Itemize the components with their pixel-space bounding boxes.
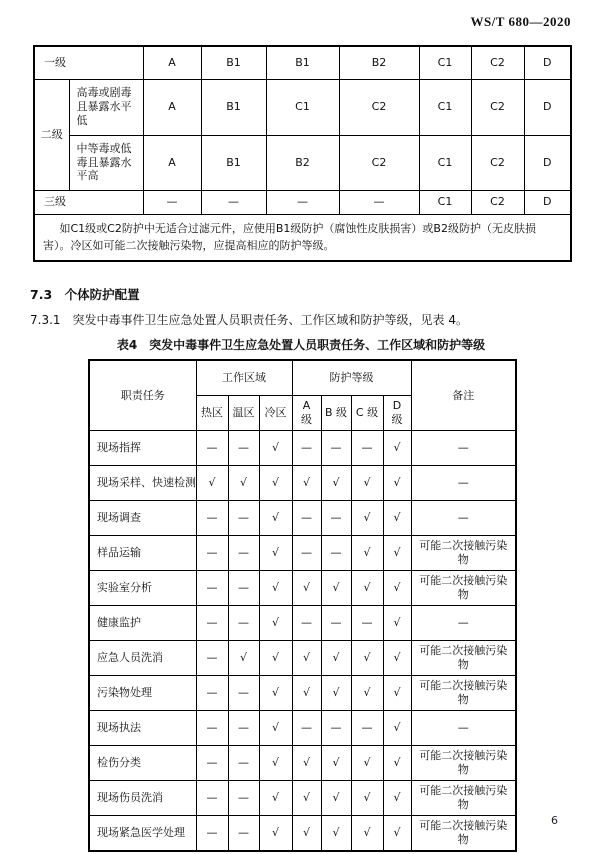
value-cell: √ xyxy=(321,676,351,711)
value-cell: C1 xyxy=(266,79,339,135)
value-cell: √ xyxy=(259,466,292,501)
value-cell: — xyxy=(411,466,516,501)
value-cell: √ xyxy=(321,466,351,501)
value-cell: — xyxy=(196,536,228,571)
value-cell: C1 xyxy=(419,190,471,214)
value-cell: A xyxy=(143,46,201,79)
value-cell: √ xyxy=(383,466,411,501)
value-cell: 可能二次接触污染物 xyxy=(411,676,516,711)
table4-body xyxy=(89,431,516,852)
value-cell: C2 xyxy=(471,190,524,214)
section-paragraph: 7.3.1 突发中毒事件卫生应急处置人员职责任务、工作区域和防护等级，见表 4。 xyxy=(30,313,468,327)
value-cell: B2 xyxy=(266,135,339,190)
value-cell: — xyxy=(196,746,228,781)
value-cell: √ xyxy=(351,676,383,711)
value-cell: C1 xyxy=(419,46,471,79)
value-cell: — xyxy=(351,431,383,466)
task-cell: 现场执法 xyxy=(89,711,196,746)
task-cell: 现场紧急医学处理 xyxy=(89,816,196,852)
value-cell: — xyxy=(196,676,228,711)
value-cell: — xyxy=(292,536,321,571)
value-cell: √ xyxy=(383,431,411,466)
value-cell: — xyxy=(228,501,259,536)
task-cell: 健康监护 xyxy=(89,606,196,641)
value-cell: C2 xyxy=(471,46,524,79)
value-cell: — xyxy=(228,606,259,641)
table-row xyxy=(89,466,516,501)
value-cell: √ xyxy=(351,781,383,816)
value-cell: √ xyxy=(321,781,351,816)
grade-label: 三级 xyxy=(34,190,143,214)
value-cell: B1 xyxy=(201,79,266,135)
value-cell: C2 xyxy=(339,79,419,135)
value-cell: — xyxy=(411,606,516,641)
task-cell: 现场指挥 xyxy=(89,431,196,466)
column-header-protection: 防护等级 xyxy=(292,360,411,396)
column-header-task: 职责任务 xyxy=(89,360,196,431)
table-row xyxy=(89,711,516,746)
value-cell: — xyxy=(196,501,228,536)
value-cell: — xyxy=(292,431,321,466)
condition-cell: 高毒或剧毒且暴露水平低 xyxy=(69,79,143,135)
value-cell: — xyxy=(196,571,228,606)
value-cell: √ xyxy=(228,641,259,676)
grade-label: 二级 xyxy=(34,79,69,190)
value-cell: √ xyxy=(292,466,321,501)
value-cell: 可能二次接触污染物 xyxy=(411,816,516,852)
value-cell: B1 xyxy=(266,46,339,79)
value-cell: √ xyxy=(351,641,383,676)
value-cell: D xyxy=(524,135,571,190)
section-heading: 7.3 个体防护配置 xyxy=(30,287,140,302)
value-cell: √ xyxy=(321,571,351,606)
value-cell: — xyxy=(411,711,516,746)
value-cell: — xyxy=(292,501,321,536)
value-cell: √ xyxy=(383,816,411,852)
value-cell: √ xyxy=(351,816,383,852)
table-row xyxy=(34,135,571,190)
column-header-warm-zone: 温区 xyxy=(228,396,259,431)
task-cell: 实验室分析 xyxy=(89,571,196,606)
value-cell: √ xyxy=(259,431,292,466)
value-cell: — xyxy=(228,816,259,852)
value-cell: — xyxy=(196,606,228,641)
column-header-level-a: A 级 xyxy=(292,396,321,431)
table-row xyxy=(34,190,571,214)
value-cell: 可能二次接触污染物 xyxy=(411,571,516,606)
value-cell: √ xyxy=(383,536,411,571)
value-cell: 可能二次接触污染物 xyxy=(411,746,516,781)
value-cell: 可能二次接触污染物 xyxy=(411,536,516,571)
value-cell: √ xyxy=(259,676,292,711)
value-cell: — xyxy=(411,501,516,536)
value-cell: √ xyxy=(383,746,411,781)
table-row xyxy=(89,571,516,606)
value-cell: D xyxy=(524,46,571,79)
value-cell: — xyxy=(228,746,259,781)
value-cell: √ xyxy=(228,466,259,501)
table-row xyxy=(89,816,516,852)
standard-number: WS/T 680—2020 xyxy=(470,14,571,29)
value-cell: √ xyxy=(351,571,383,606)
protection-grade-table xyxy=(33,45,572,262)
value-cell: — xyxy=(228,676,259,711)
column-header-level-b: B 级 xyxy=(321,396,351,431)
table-row xyxy=(34,46,571,79)
value-cell: √ xyxy=(259,641,292,676)
value-cell: √ xyxy=(383,781,411,816)
value-cell: — xyxy=(201,190,266,214)
value-cell: √ xyxy=(351,746,383,781)
task-cell: 现场调查 xyxy=(89,501,196,536)
value-cell: 可能二次接触污染物 xyxy=(411,641,516,676)
value-cell: — xyxy=(292,711,321,746)
value-cell: √ xyxy=(292,571,321,606)
value-cell: — xyxy=(266,190,339,214)
value-cell: √ xyxy=(383,711,411,746)
value-cell: — xyxy=(411,431,516,466)
task-cell: 现场采样、快速检测 xyxy=(89,466,196,501)
column-header-level-d: D 级 xyxy=(383,396,411,431)
value-cell: — xyxy=(228,781,259,816)
value-cell: — xyxy=(196,816,228,852)
value-cell: — xyxy=(228,571,259,606)
value-cell: √ xyxy=(259,711,292,746)
value-cell: — xyxy=(321,431,351,466)
page-number: 6 xyxy=(551,814,558,827)
value-cell: √ xyxy=(259,606,292,641)
value-cell: — xyxy=(196,431,228,466)
value-cell: √ xyxy=(383,676,411,711)
value-cell: √ xyxy=(351,466,383,501)
value-cell: — xyxy=(228,431,259,466)
value-cell: 可能二次接触污染物 xyxy=(411,781,516,816)
value-cell: √ xyxy=(321,816,351,852)
value-cell: √ xyxy=(292,641,321,676)
task-cell: 污染物处理 xyxy=(89,676,196,711)
value-cell: C1 xyxy=(419,135,471,190)
value-cell: — xyxy=(351,606,383,641)
value-cell: — xyxy=(196,781,228,816)
value-cell: √ xyxy=(321,746,351,781)
value-cell: √ xyxy=(196,466,228,501)
value-cell: √ xyxy=(259,536,292,571)
value-cell: √ xyxy=(259,571,292,606)
value-cell: B2 xyxy=(339,46,419,79)
value-cell: A xyxy=(143,135,201,190)
table-row xyxy=(34,79,571,135)
value-cell: — xyxy=(196,711,228,746)
value-cell: √ xyxy=(321,641,351,676)
value-cell: √ xyxy=(292,816,321,852)
value-cell: — xyxy=(196,641,228,676)
value-cell: — xyxy=(321,606,351,641)
value-cell: C2 xyxy=(339,135,419,190)
value-cell: √ xyxy=(292,676,321,711)
table-row xyxy=(89,536,516,571)
value-cell: — xyxy=(351,711,383,746)
value-cell: — xyxy=(292,606,321,641)
value-cell: √ xyxy=(259,816,292,852)
value-cell: √ xyxy=(351,536,383,571)
task-cell: 应急人员洗消 xyxy=(89,641,196,676)
value-cell: √ xyxy=(383,501,411,536)
value-cell: √ xyxy=(351,501,383,536)
table4-caption: 表4 突发中毒事件卫生应急处置人员职责任务、工作区域和防护等级 xyxy=(116,338,486,352)
table-row xyxy=(89,431,516,466)
value-cell: — xyxy=(228,711,259,746)
task-cell: 现场伤员洗消 xyxy=(89,781,196,816)
value-cell: — xyxy=(321,501,351,536)
value-cell: C2 xyxy=(471,135,524,190)
value-cell: √ xyxy=(259,746,292,781)
column-header-work-area: 工作区域 xyxy=(196,360,292,396)
role-protection-table xyxy=(88,359,517,852)
value-cell: — xyxy=(321,536,351,571)
value-cell: — xyxy=(228,536,259,571)
table-row xyxy=(89,781,516,816)
value-cell: — xyxy=(143,190,201,214)
value-cell: √ xyxy=(259,501,292,536)
table-header-row xyxy=(89,360,516,396)
value-cell: √ xyxy=(259,781,292,816)
value-cell: — xyxy=(321,711,351,746)
condition-cell: 中等毒或低毒且暴露水平高 xyxy=(69,135,143,190)
value-cell: √ xyxy=(292,746,321,781)
value-cell: D xyxy=(524,79,571,135)
value-cell: B1 xyxy=(201,135,266,190)
column-header-cold-zone: 冷区 xyxy=(259,396,292,431)
grade-label: 一级 xyxy=(34,46,143,79)
table-note: 如C1级或C2防护中无适合过滤元件，应使用B1级防护（腐蚀性皮肤损害）或B2级防护（无皮肤损害）。冷区如可能二次接触污染物，应提高相应的防护等级。 xyxy=(34,214,571,261)
value-cell: A xyxy=(143,79,201,135)
table-row xyxy=(89,641,516,676)
task-cell: 检伤分类 xyxy=(89,746,196,781)
table-row xyxy=(89,676,516,711)
column-header-remark: 备注 xyxy=(411,360,516,431)
table-row xyxy=(89,501,516,536)
task-cell: 样品运输 xyxy=(89,536,196,571)
value-cell: √ xyxy=(383,641,411,676)
value-cell: D xyxy=(524,190,571,214)
value-cell: √ xyxy=(292,781,321,816)
table-row xyxy=(89,606,516,641)
value-cell: √ xyxy=(383,571,411,606)
column-header-hot-zone: 热区 xyxy=(196,396,228,431)
value-cell: — xyxy=(339,190,419,214)
table-row xyxy=(89,746,516,781)
table-row xyxy=(34,214,571,261)
value-cell: √ xyxy=(383,606,411,641)
value-cell: C1 xyxy=(419,79,471,135)
column-header-level-c: C 级 xyxy=(351,396,383,431)
value-cell: B1 xyxy=(201,46,266,79)
value-cell: C2 xyxy=(471,79,524,135)
